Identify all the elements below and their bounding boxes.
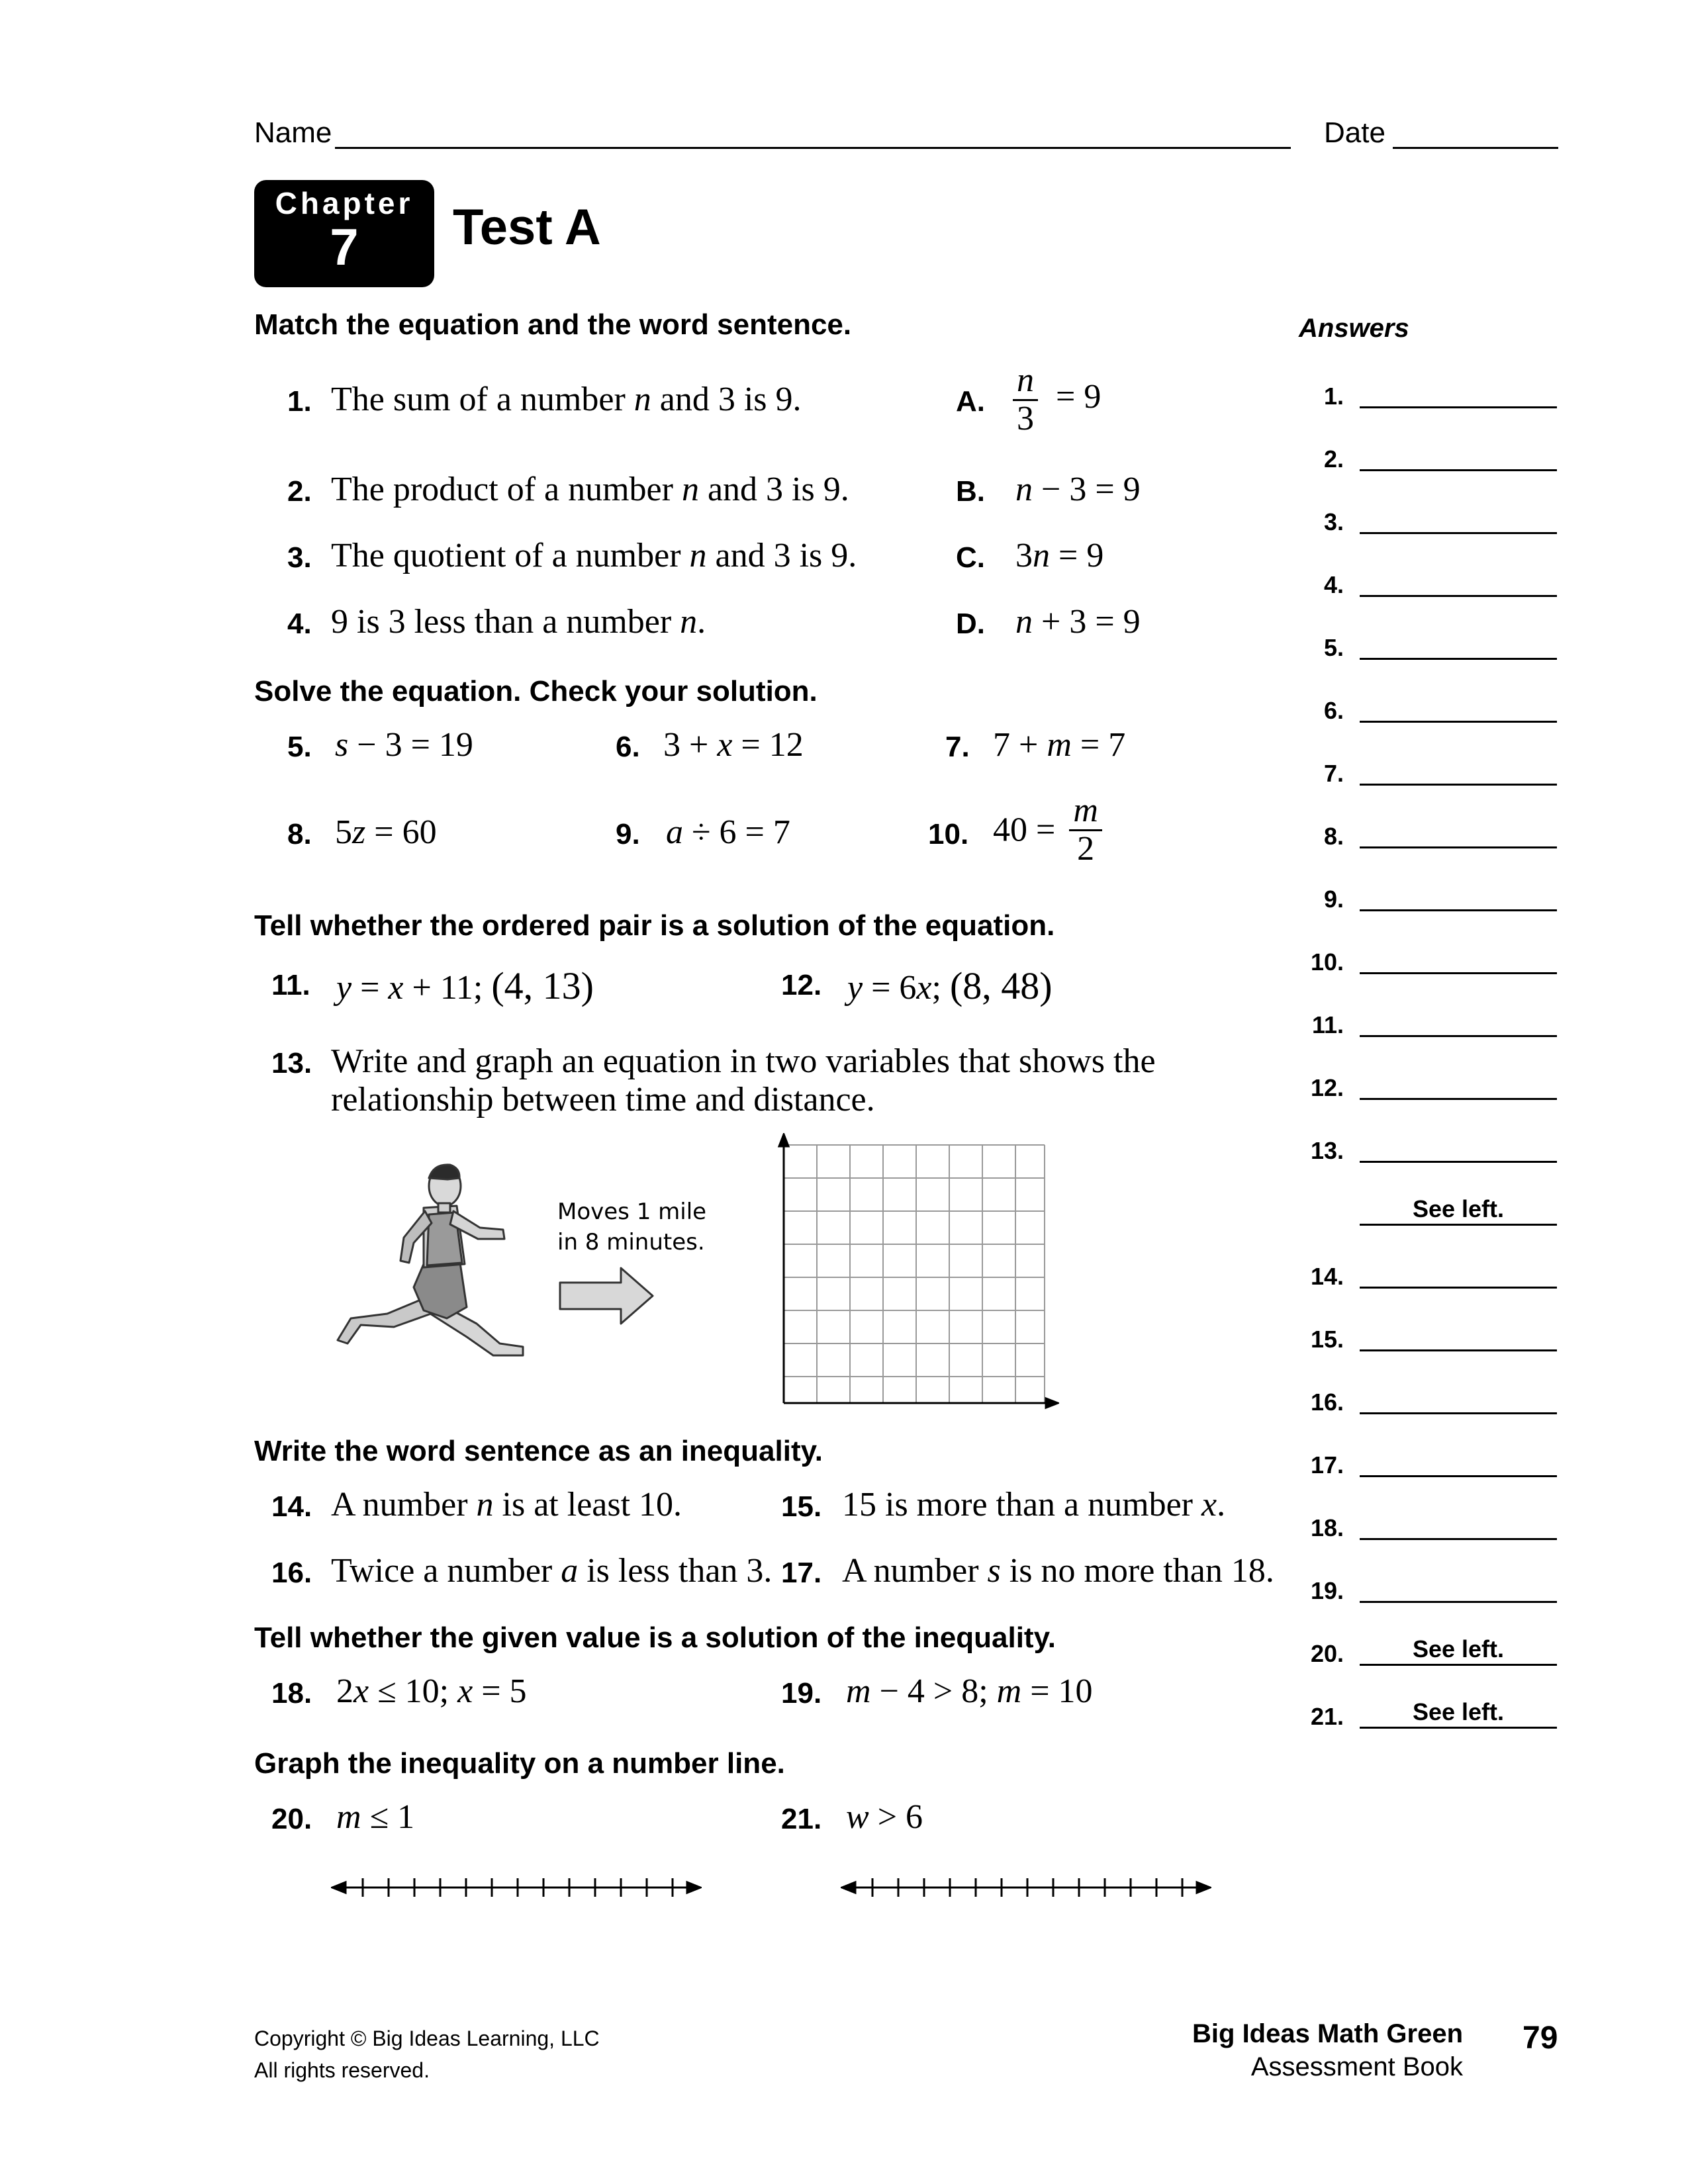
question-16-text: Twice a number a is less than 3.	[331, 1552, 773, 1590]
question-number: 2.	[287, 475, 312, 508]
choice-b-equation: n − 3 = 9	[1015, 471, 1141, 508]
question-number: 15.	[781, 1490, 822, 1523]
question-number: 20.	[271, 1803, 312, 1835]
name-label: Name	[254, 116, 332, 149]
answer-line[interactable]	[1360, 1572, 1557, 1603]
answer-number: 5.	[1323, 634, 1344, 661]
section-heading-ordered-pair: Tell whether the ordered pair is a solution of the equation.	[254, 909, 1055, 942]
question-number: 16.	[271, 1557, 312, 1589]
name-field[interactable]	[335, 147, 1291, 149]
question-number: 11.	[271, 969, 310, 1001]
question-number: 5.	[287, 731, 312, 763]
choice-d-equation: n + 3 = 9	[1015, 603, 1141, 641]
answer-line[interactable]	[1360, 440, 1557, 471]
question-11-equation: y = x + 11; (4, 13)	[336, 964, 594, 1007]
section-heading-graph: Graph the inequality on a number line.	[254, 1747, 785, 1780]
footer-book-block	[1125, 2017, 1463, 2083]
section-heading-inequality: Write the word sentence as an inequality.	[254, 1435, 823, 1467]
answer-line[interactable]	[1360, 1257, 1557, 1289]
answer-line[interactable]	[1360, 1006, 1557, 1037]
chapter-word: Chapter	[275, 186, 414, 220]
answer-number: 4.	[1323, 571, 1344, 598]
footer-copyright-block	[254, 2023, 600, 2086]
question-number: 6.	[616, 731, 640, 763]
answer-number: 21.	[1310, 1703, 1344, 1730]
coordinate-grid[interactable]	[768, 1133, 1059, 1411]
number-line-20[interactable]	[331, 1868, 702, 1907]
answer-number: 20.	[1310, 1640, 1344, 1667]
answers-heading: Answers	[1299, 314, 1409, 343]
question-number: 9.	[616, 818, 640, 850]
answer-line[interactable]	[1360, 566, 1557, 597]
question-8-equation: 5z = 60	[335, 813, 437, 851]
answer-line[interactable]	[1360, 817, 1557, 848]
question-5-equation: s − 3 = 19	[335, 726, 473, 764]
rights-text: All rights reserved.	[254, 2058, 430, 2082]
question-1-text: The sum of a number n and 3 is 9.	[331, 381, 802, 418]
answer-line[interactable]	[1360, 1383, 1557, 1414]
answer-line[interactable]	[1360, 880, 1557, 911]
section-heading-given-value: Tell whether the given value is a solution of the inequality.	[254, 1621, 1056, 1654]
runner-caption	[557, 1197, 706, 1257]
arrow-right-icon	[557, 1264, 657, 1328]
answer-number: 1.	[1323, 383, 1344, 410]
question-13-line-1: Write and graph an equation in two variables that shows the	[331, 1042, 1156, 1080]
question-12-equation: y = 6x; (8, 48)	[847, 964, 1053, 1007]
choice-a-equation: $\frac{n}{3}$ = 9	[1013, 363, 1101, 437]
copyright-text: Copyright © Big Ideas Learning, LLC	[254, 2026, 600, 2050]
answer-line[interactable]	[1360, 692, 1557, 723]
answer-line[interactable]: See left.	[1360, 1635, 1557, 1666]
answers-column	[1297, 0, 1562, 2184]
runner-illustration	[324, 1145, 563, 1370]
question-6-equation: 3 + x = 12	[663, 726, 804, 764]
question-3-text: The quotient of a number n and 3 is 9.	[331, 537, 857, 574]
chapter-number: 7	[330, 218, 359, 276]
number-line-21[interactable]	[841, 1868, 1211, 1907]
choice-label: A.	[956, 385, 985, 418]
answer-number: 19.	[1310, 1577, 1344, 1604]
chapter-badge	[254, 180, 434, 287]
answer-number: 7.	[1323, 760, 1344, 787]
question-9-equation: a ÷ 6 = 7	[666, 813, 790, 851]
book-title: Big Ideas Math Green	[1192, 2019, 1463, 2048]
answer-line[interactable]	[1360, 1446, 1557, 1477]
fraction: $\frac{n}{3}$	[1013, 363, 1038, 437]
answer-number: 13.	[1310, 1137, 1344, 1164]
answer-number: 18.	[1310, 1514, 1344, 1541]
question-2-text: The product of a number n and 3 is 9.	[331, 471, 849, 508]
answer-number: 16.	[1310, 1388, 1344, 1416]
question-number: 18.	[271, 1677, 312, 1709]
page-title: Test A	[453, 199, 601, 255]
answer-line[interactable]: See left.	[1360, 1195, 1557, 1226]
answer-line[interactable]	[1360, 1320, 1557, 1351]
choice-label: B.	[956, 475, 985, 508]
question-number: 17.	[781, 1557, 822, 1589]
question-number: 3.	[287, 541, 312, 574]
answer-line[interactable]	[1360, 629, 1557, 660]
book-subtitle: Assessment Book	[1250, 2052, 1463, 2081]
answer-number: 11.	[1311, 1011, 1344, 1038]
question-number: 13.	[271, 1047, 312, 1079]
question-10-equation: 40 = $\frac{m}{2}$	[993, 793, 1102, 867]
choice-label: D.	[956, 608, 985, 640]
page-number: 79	[1523, 2021, 1558, 2056]
answer-line[interactable]	[1360, 943, 1557, 974]
question-number: 1.	[287, 385, 312, 418]
question-21-inequality: w > 6	[846, 1798, 923, 1836]
question-number: 8.	[287, 818, 312, 850]
answer-number: 17.	[1310, 1451, 1344, 1479]
runner-caption-line-1: Moves 1 mile	[557, 1199, 707, 1225]
choice-c-equation: 3n = 9	[1015, 537, 1104, 574]
section-heading-match: Match the equation and the word sentence.	[254, 308, 852, 341]
date-label: Date	[1324, 116, 1385, 149]
question-19-inequality: m − 4 > 8; m = 10	[846, 1672, 1093, 1710]
section-heading-solve: Solve the equation. Check your solution.	[254, 675, 818, 707]
answer-number: 12.	[1310, 1074, 1344, 1101]
answer-number: 8.	[1323, 823, 1344, 850]
question-14-text: A number n is at least 10.	[331, 1486, 682, 1524]
question-13-line-2: relationship between time and distance.	[331, 1081, 875, 1118]
fraction: $\frac{m}{2}$	[1069, 793, 1102, 867]
answer-line[interactable]	[1360, 377, 1557, 408]
question-number: 19.	[781, 1677, 822, 1709]
question-17-text: A number s is no more than 18.	[842, 1552, 1274, 1590]
question-number: 12.	[781, 969, 822, 1001]
answer-line[interactable]	[1360, 1132, 1557, 1163]
answer-number: 10.	[1310, 948, 1344, 976]
answer-number: 14.	[1310, 1263, 1344, 1290]
answer-number: 2.	[1323, 445, 1344, 473]
question-7-equation: 7 + m = 7	[993, 726, 1126, 764]
answer-line[interactable]	[1360, 1509, 1557, 1540]
answer-number: 9.	[1323, 886, 1344, 913]
answer-number: 3.	[1323, 508, 1344, 535]
question-number: 14.	[271, 1490, 312, 1523]
answer-line[interactable]	[1360, 754, 1557, 786]
question-20-inequality: m ≤ 1	[336, 1798, 415, 1836]
runner-caption-line-2: in 8 minutes.	[557, 1229, 705, 1255]
question-4-text: 9 is 3 less than a number n.	[331, 603, 706, 641]
answer-number: 15.	[1310, 1326, 1344, 1353]
question-number: 10.	[928, 818, 969, 850]
answer-line[interactable]: See left.	[1360, 1698, 1557, 1729]
choice-label: C.	[956, 541, 985, 574]
answer-number: 6.	[1323, 697, 1344, 724]
question-number: 7.	[945, 731, 970, 763]
answer-line[interactable]	[1360, 503, 1557, 534]
question-18-inequality: 2x ≤ 10; x = 5	[336, 1672, 527, 1710]
question-number: 21.	[781, 1803, 822, 1835]
answer-line[interactable]	[1360, 1069, 1557, 1100]
question-15-text: 15 is more than a number x.	[842, 1486, 1226, 1524]
question-number: 4.	[287, 608, 312, 640]
